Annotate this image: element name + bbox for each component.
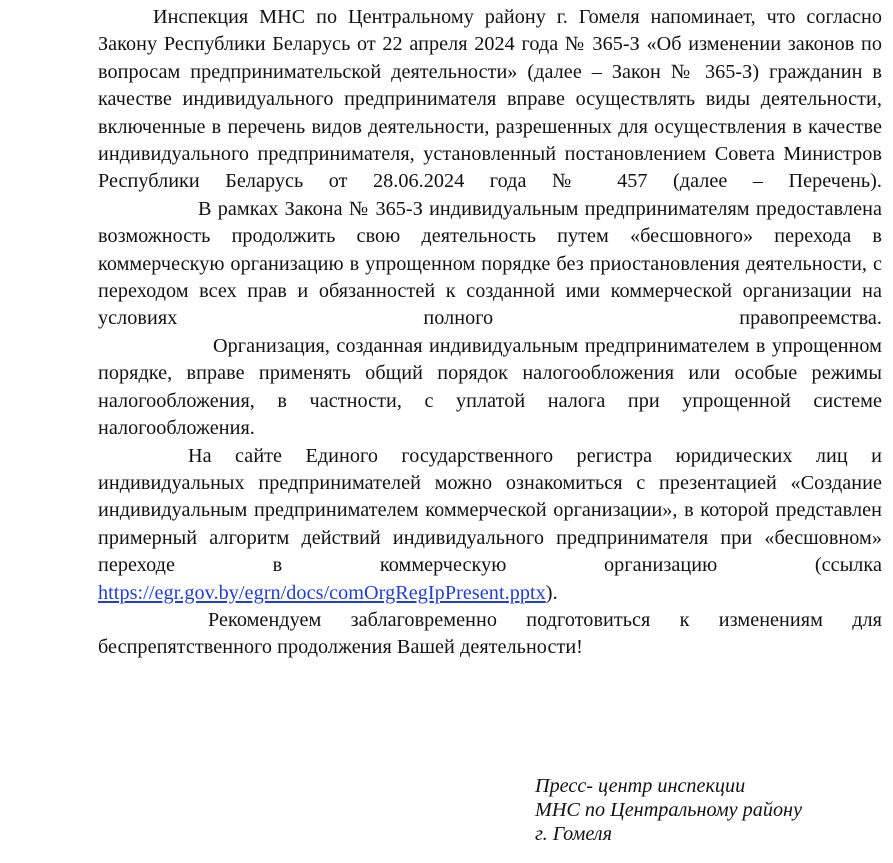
presentation-link[interactable]: https://egr.gov.by/egrn/docs/comOrgRegIpPresent.pptx	[98, 581, 546, 604]
signature-block	[535, 774, 802, 846]
paragraph-tax-regime: Организация, созданная индивидуальным предпринимателем в упрощенном порядке, вправе применять общий порядок налогообложения или особые режимы налогообложения, в частности, с уплатой налога при упрощенной системе налогообложения.	[98, 334, 882, 440]
signature-line-city: г. Гомеля	[535, 823, 612, 845]
signature-line-inspection: МНС по Центральному району	[535, 799, 803, 821]
signature-line-press-center: Пресс- центр инспекции	[535, 775, 746, 797]
paragraph-recommendation: Рекомендуем заблаговременно подготовиться к изменениям для беспрепятственного продолжения Вашей деятельности!	[98, 608, 882, 659]
paragraph-presentation	[98, 443, 882, 607]
paragraph-seamless-transition: В рамках Закона № 365-З индивидуальным предпринимателям предоставлена возможность продолжить свою деятельность путем «бесшовного» перехода в коммерческую организацию в упрощенном порядке без приостановления деятельности, с переходом всех прав и обязанностей к созданной ими коммерческой организации на условиях полного правопреемства.	[98, 197, 882, 330]
presentation-text-end: ).	[545, 581, 558, 604]
paragraph-reminder: Инспекция МНС по Центральному району г. Гомеля напоминает, что согласно Закону Республики Беларусь от 22 апреля 2024 года № 365-З «Об изменении законов по вопросам предпринимательской деятельности» (далее – Закон № 365-З) гражданин в качестве индивидуального предпринимателя вправе осуществлять виды деятельности, включенные в перечень видов деятельности, разрешенных для осуществления в качестве индивидуального предпринимателя, установленный постановлением Совета Министров Республики Беларусь от 28.06.2024 года № 457 (далее – Перечень).	[98, 6, 882, 193]
presentation-text: На сайте Единого государственного регистра юридических лиц и индивидуальных предпринимателей можно ознакомиться с презентацией «Создание индивидуальным предпринимателем коммерческой организации», в которой представлен примерный алгоритм действий индивидуального предпринимателя при «бесшовном» переходе в коммерческую организацию (ссылка	[98, 444, 882, 577]
